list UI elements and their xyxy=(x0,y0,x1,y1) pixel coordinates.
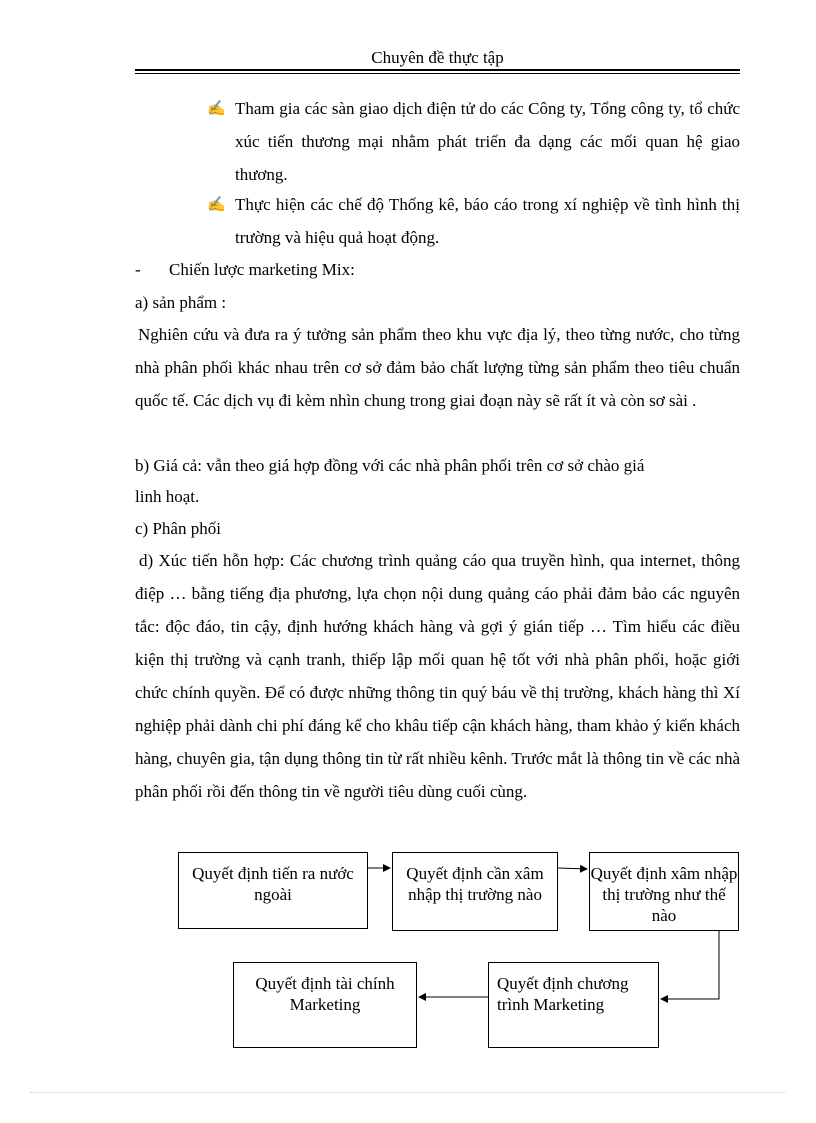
diagram-box-how-enter: Quyết định xâm nhập thị trường như thế nào xyxy=(589,852,739,931)
dash-marker: - xyxy=(135,260,141,279)
section-b-line2: linh hoạt. xyxy=(135,487,200,506)
bullet-text: Tham gia các sàn giao dịch điện tử do các Công ty, Tổng công ty, tổ chức xúc tiến thương mại nhằm phát triển đa dạng các mối quan hệ giao thương. xyxy=(235,99,740,184)
writing-hand-icon: ✍ xyxy=(207,197,226,213)
section-a-heading: a) sản phẩm : xyxy=(135,293,227,312)
diagram-box-marketing-finance: Quyết định tài chính Marketing xyxy=(233,962,417,1048)
writing-hand-icon: ✍ xyxy=(207,101,226,117)
bullet-text: Thực hiện các chế độ Thống kê, báo cáo trong xí nghiệp về tình hình thị trường và hiệu quả hoạt động. xyxy=(235,195,740,247)
diagram-box-go-abroad: Quyết định tiến ra nước ngoài xyxy=(178,852,368,929)
diagram-box-marketing-program: Quyết định chương trình Marketing xyxy=(488,962,659,1048)
section-a-body: Nghiên cứu và đưa ra ý tưởng sản phẩm theo khu vực địa lý, theo từng nước, cho từng nhà phân phối khác nhau trên cơ sở đảm bảo chất lượng từng sản phẩm theo tiêu chuẩn quốc tế. Các dịch vụ đi kèm nhìn chung trong giai đoạn này sẽ rất ít và còn sơ sài . xyxy=(135,325,740,410)
diagram-box-which-market: Quyết định cần xâm nhập thị trường nào xyxy=(392,852,558,931)
arrow-box3-to-box4 xyxy=(661,931,719,999)
section-c-heading: c) Phân phối xyxy=(135,519,221,538)
marketing-mix-label: Chiến lược marketing Mix: xyxy=(169,260,355,279)
page-header-title: Chuyên đề thực tập xyxy=(371,48,504,67)
page-bottom-border xyxy=(30,1092,786,1093)
section-b-line1: b) Giá cả: vẫn theo giá hợp đồng với các nhà phân phối trên cơ sở chào giá xyxy=(135,456,645,475)
section-d-body: d) Xúc tiến hỗn hợp: Các chương trình quảng cáo qua truyền hình, qua internet, thông điệp … bằng tiếng địa phương, lựa chọn nội dung quảng cáo phải đảm bảo các nguyên tắc: độc đáo, tin cậy, định hướng khách hàng và gợi ý gián tiếp … Tìm hiểu các điều kiện thị trường và cạnh tranh, thiếp lập mối quan hệ tốt với nhà phân phối, hoặc giới chức chính quyền. Để có được những thông tin quý báu về thị trường, khách hàng thì Xí nghiệp phải dành chi phí đáng kể cho khâu tiếp cận khách hàng, tham khảo ý kiến khách hàng, chuyên gia, tận dụng thông tin từ rất nhiều kênh. Trước mắt là thông tin về các nhà phân phối rồi đến thông tin về người tiêu dùng cuối cùng. xyxy=(135,551,740,801)
arrow-box2-to-box3 xyxy=(558,868,587,869)
